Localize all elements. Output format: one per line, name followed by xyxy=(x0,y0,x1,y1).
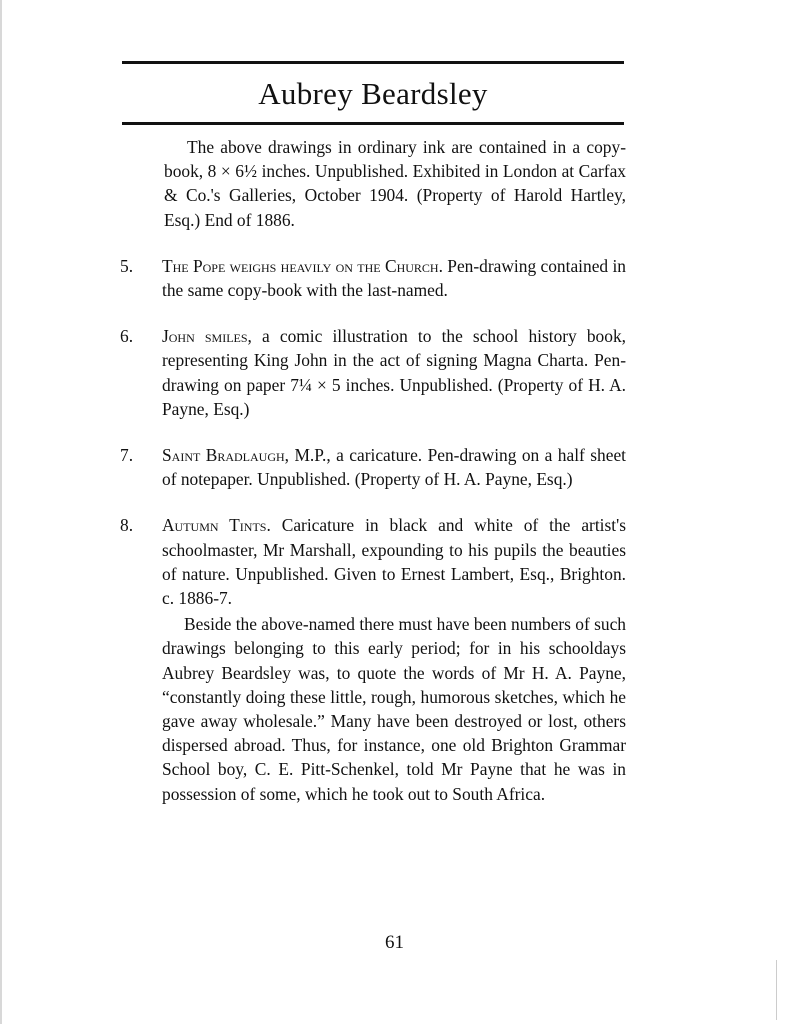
entry-body xyxy=(162,254,626,302)
page-edge-mark xyxy=(776,960,777,1020)
entry-title: Saint Bradlaugh, M.P., xyxy=(162,445,331,466)
entry-title: John smiles, xyxy=(162,326,252,347)
entry-body xyxy=(162,513,626,610)
catalogue-entry-6 xyxy=(120,324,626,421)
entry-title: Autumn Tints. xyxy=(162,515,271,536)
entry-title: The Pope weighs heavily on the Church. xyxy=(162,255,443,276)
entry-text: a comic illustration to the school history book, representing King John in the act of signing Magna Charta. Pen-drawing on paper 7¼ × 5 inches. Unpublished. (Property of H. A. Payne, Esq.) xyxy=(162,326,626,419)
page-header xyxy=(122,61,624,125)
entry-body xyxy=(162,324,626,421)
entry-number: 8. xyxy=(120,515,134,536)
running-title: Aubrey Beardsley xyxy=(258,76,488,111)
header-rule-top xyxy=(122,61,624,64)
entry-text: Caricature in black and white of the artist's schoolmaster, Mr Marshall, expounding to his pupils the beauties of nature. Unpublished. Given to Ernest Lambert, Esq., Brighton. c. 1886-7. xyxy=(162,515,626,609)
entry-number: 5. xyxy=(120,255,134,276)
intro-paragraph: The above drawings in ordinary ink are contained in a copy-book, 8 × 6½ inches. Unpublished. Exhibited in London at Carfax & Co.'s Galleries, October 1904. (Property of Harold Hartley, Esq.) End of 1886. xyxy=(164,137,626,230)
catalogue-entry-5 xyxy=(120,254,626,302)
entry-text: Pen-drawing contained in the same copy-book with the last-named. xyxy=(162,255,626,301)
page-edge xyxy=(0,0,2,1024)
page-number: 61 xyxy=(385,932,404,953)
entry-body xyxy=(162,443,626,491)
entry-number: 6. xyxy=(120,326,134,347)
catalogue-entry-7 xyxy=(120,443,626,491)
closing-note-paragraph: Beside the above-named there must have been numbers of such drawings belonging to this early period; for in his schooldays Aubrey Beardsley was, to quote the words of Mr H. A. Payne, “constantly doing these little, rough, humorous sketches, which he gave away wholesale.” Many have been destroyed or lost, others dispersed abroad. Thus, for instance, one old Brighton Grammar School boy, C. E. Pitt-Schenkel, told Mr Payne that he was in possession of some, which he took out to South Africa. xyxy=(162,614,626,804)
entry-text: a caricature. Pen-drawing on a half sheet of notepaper. Unpublished. (Property of H. A. Payne, Esq.) xyxy=(162,445,626,490)
page-body xyxy=(120,135,626,806)
catalogue-entry-8 xyxy=(120,513,626,610)
header-rule-bottom xyxy=(122,122,624,125)
entry-number: 7. xyxy=(120,445,134,466)
